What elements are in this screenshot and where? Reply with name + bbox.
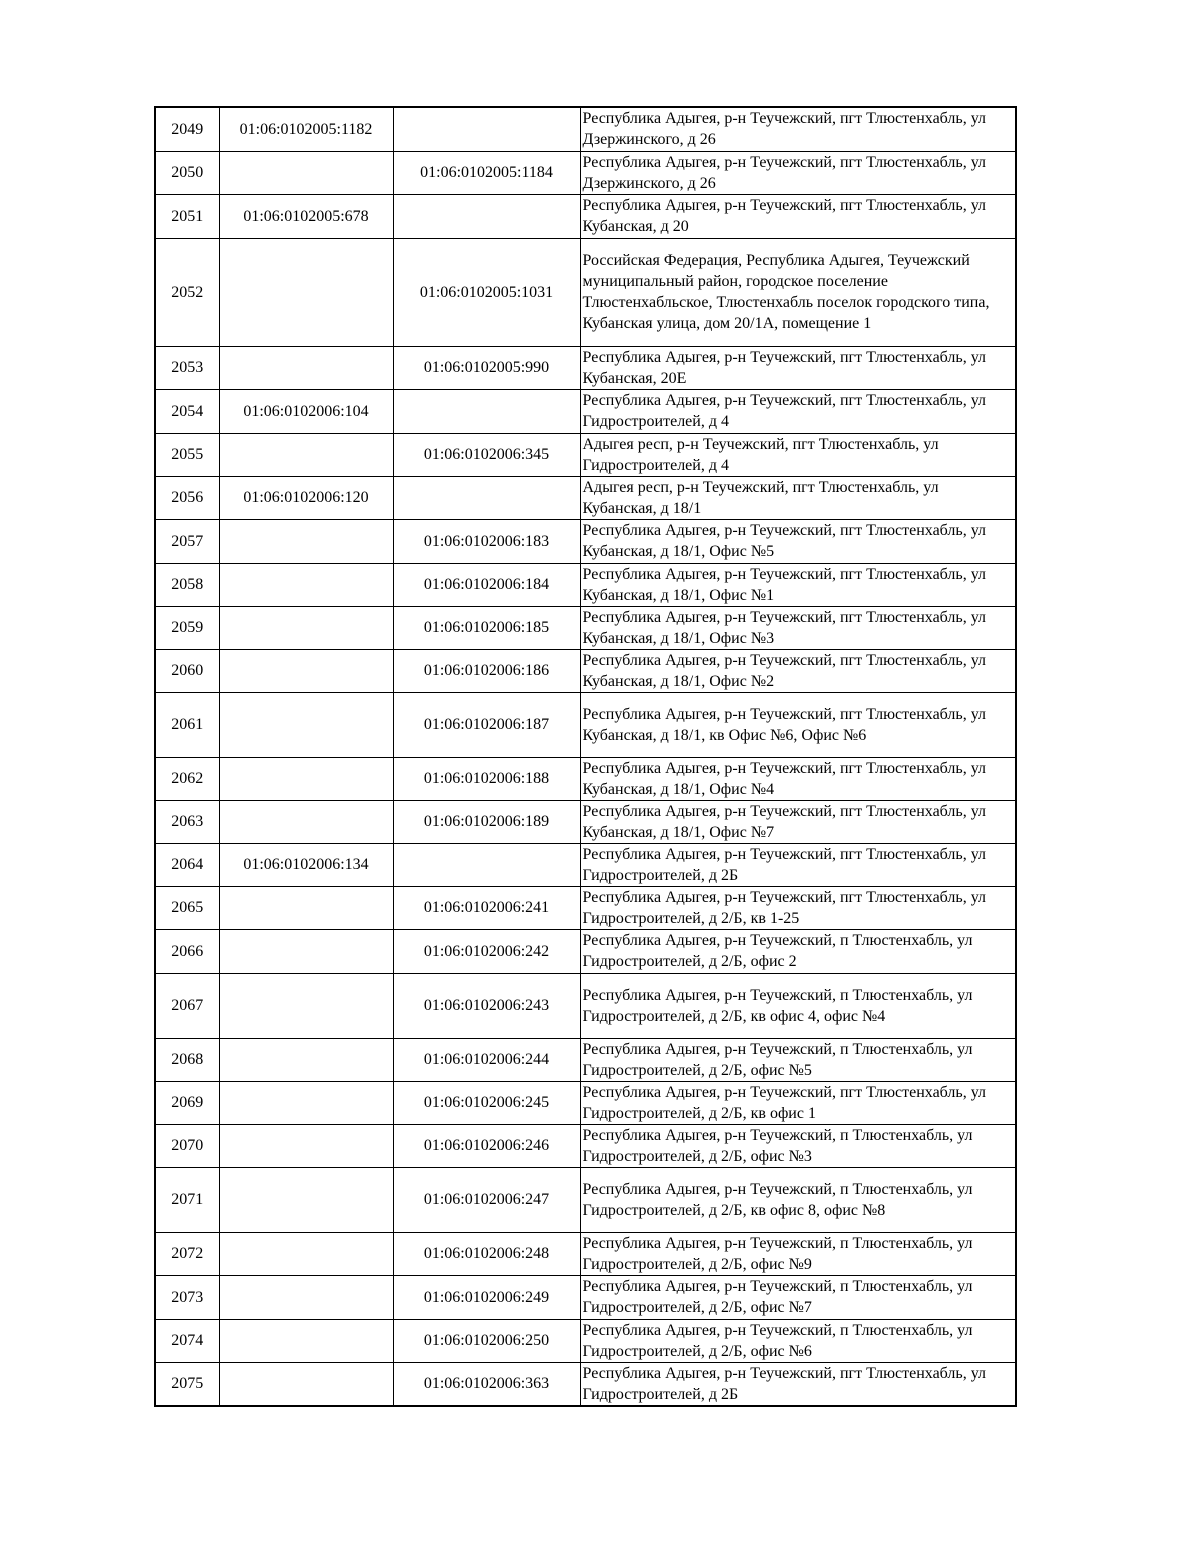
address-cell: Республика Адыгея, р-н Теучежский, п Тлюстенхабль, ул Гидростроителей, д 2/Б, офис №3 xyxy=(580,1124,1016,1167)
object-cadastral-number-cell: 01:06:0102006:183 xyxy=(393,519,580,563)
object-cadastral-number-cell: 01:06:0102006:363 xyxy=(393,1362,580,1406)
object-cadastral-number-cell: 01:06:0102006:242 xyxy=(393,929,580,973)
address-cell: Республика Адыгея, р-н Теучежский, п Тлюстенхабль, ул Гидростроителей, д 2/Б, офис №7 xyxy=(580,1275,1016,1319)
row-number-cell: 2054 xyxy=(155,389,219,433)
object-cadastral-number-cell: 01:06:0102006:189 xyxy=(393,800,580,843)
address-cell: Республика Адыгея, р-н Теучежский, пгт Тлюстенхабль, ул Кубанская, д 20 xyxy=(580,194,1016,238)
row-number-cell: 2073 xyxy=(155,1275,219,1319)
address-cell: Республика Адыгея, р-н Теучежский, пгт Тлюстенхабль, ул Кубанская, д 18/1, Офис №5 xyxy=(580,519,1016,563)
table-row xyxy=(155,519,1016,563)
parcel-cadastral-number-cell xyxy=(219,606,393,649)
parcel-cadastral-number-cell xyxy=(219,757,393,800)
table-row xyxy=(155,886,1016,929)
object-cadastral-number-cell: 01:06:0102006:241 xyxy=(393,886,580,929)
table-row xyxy=(155,1319,1016,1362)
table-row xyxy=(155,1167,1016,1232)
parcel-cadastral-number-cell xyxy=(219,1167,393,1232)
address-cell: Республика Адыгея, р-н Теучежский, п Тлюстенхабль, ул Гидростроителей, д 2/Б, офис 2 xyxy=(580,929,1016,973)
parcel-cadastral-number-cell xyxy=(219,519,393,563)
row-number-cell: 2059 xyxy=(155,606,219,649)
address-cell: Республика Адыгея, р-н Теучежский, п Тлюстенхабль, ул Гидростроителей, д 2/Б, кв офис 4, офис №4 xyxy=(580,973,1016,1038)
registry-table-body xyxy=(155,107,1016,1406)
object-cadastral-number-cell: 01:06:0102006:186 xyxy=(393,649,580,692)
parcel-cadastral-number-cell xyxy=(219,973,393,1038)
table-row xyxy=(155,649,1016,692)
parcel-cadastral-number-cell xyxy=(219,1232,393,1275)
address-cell: Республика Адыгея, р-н Теучежский, пгт Тлюстенхабль, ул Гидростроителей, д 4 xyxy=(580,389,1016,433)
object-cadastral-number-cell: 01:06:0102006:187 xyxy=(393,692,580,757)
table-row xyxy=(155,1275,1016,1319)
object-cadastral-number-cell: 01:06:0102006:249 xyxy=(393,1275,580,1319)
table-row xyxy=(155,389,1016,433)
property-registry-table xyxy=(154,106,1017,1407)
object-cadastral-number-cell: 01:06:0102006:244 xyxy=(393,1038,580,1081)
row-number-cell: 2072 xyxy=(155,1232,219,1275)
row-number-cell: 2056 xyxy=(155,476,219,519)
object-cadastral-number-cell: 01:06:0102006:345 xyxy=(393,433,580,476)
table-row xyxy=(155,757,1016,800)
object-cadastral-number-cell: 01:06:0102005:1184 xyxy=(393,151,580,194)
address-cell: Республика Адыгея, р-н Теучежский, пгт Тлюстенхабль, ул Дзержинского, д 26 xyxy=(580,107,1016,151)
parcel-cadastral-number-cell: 01:06:0102005:678 xyxy=(219,194,393,238)
address-cell: Республика Адыгея, р-н Теучежский, пгт Тлюстенхабль, ул Кубанская, д 18/1, Офис №1 xyxy=(580,563,1016,606)
table-row xyxy=(155,1081,1016,1124)
object-cadastral-number-cell: 01:06:0102006:245 xyxy=(393,1081,580,1124)
object-cadastral-number-cell: 01:06:0102006:184 xyxy=(393,563,580,606)
address-cell: Республика Адыгея, р-н Теучежский, пгт Тлюстенхабль, ул Кубанская, д 18/1, Офис №2 xyxy=(580,649,1016,692)
table-row xyxy=(155,973,1016,1038)
address-cell: Адыгея респ, р-н Теучежский, пгт Тлюстенхабль, ул Кубанская, д 18/1 xyxy=(580,476,1016,519)
address-cell: Республика Адыгея, р-н Теучежский, пгт Тлюстенхабль, ул Гидростроителей, д 2/Б, кв 1-25 xyxy=(580,886,1016,929)
address-cell: Республика Адыгея, р-н Теучежский, п Тлюстенхабль, ул Гидростроителей, д 2/Б, офис №6 xyxy=(580,1319,1016,1362)
table-row xyxy=(155,800,1016,843)
parcel-cadastral-number-cell xyxy=(219,649,393,692)
row-number-cell: 2066 xyxy=(155,929,219,973)
parcel-cadastral-number-cell xyxy=(219,929,393,973)
table-row xyxy=(155,194,1016,238)
address-cell: Республика Адыгея, р-н Теучежский, пгт Тлюстенхабль, ул Кубанская, д 18/1, кв Офис №6, Офис №6 xyxy=(580,692,1016,757)
object-cadastral-number-cell: 01:06:0102005:1031 xyxy=(393,238,580,346)
row-number-cell: 2069 xyxy=(155,1081,219,1124)
row-number-cell: 2052 xyxy=(155,238,219,346)
table-row xyxy=(155,476,1016,519)
parcel-cadastral-number-cell xyxy=(219,800,393,843)
row-number-cell: 2070 xyxy=(155,1124,219,1167)
row-number-cell: 2061 xyxy=(155,692,219,757)
row-number-cell: 2067 xyxy=(155,973,219,1038)
parcel-cadastral-number-cell xyxy=(219,886,393,929)
object-cadastral-number-cell xyxy=(393,843,580,886)
object-cadastral-number-cell: 01:06:0102005:990 xyxy=(393,346,580,389)
parcel-cadastral-number-cell xyxy=(219,692,393,757)
parcel-cadastral-number-cell: 01:06:0102006:120 xyxy=(219,476,393,519)
address-cell: Адыгея респ, р-н Теучежский, пгт Тлюстенхабль, ул Гидростроителей, д 4 xyxy=(580,433,1016,476)
parcel-cadastral-number-cell: 01:06:0102006:104 xyxy=(219,389,393,433)
table-row xyxy=(155,346,1016,389)
address-cell: Республика Адыгея, р-н Теучежский, п Тлюстенхабль, ул Гидростроителей, д 2/Б, офис №5 xyxy=(580,1038,1016,1081)
parcel-cadastral-number-cell: 01:06:0102006:134 xyxy=(219,843,393,886)
row-number-cell: 2064 xyxy=(155,843,219,886)
table-row xyxy=(155,606,1016,649)
table-row xyxy=(155,563,1016,606)
row-number-cell: 2050 xyxy=(155,151,219,194)
address-cell: Республика Адыгея, р-н Теучежский, пгт Тлюстенхабль, ул Кубанская, д 18/1, Офис №7 xyxy=(580,800,1016,843)
parcel-cadastral-number-cell xyxy=(219,1124,393,1167)
object-cadastral-number-cell: 01:06:0102006:243 xyxy=(393,973,580,1038)
parcel-cadastral-number-cell xyxy=(219,1362,393,1406)
table-row xyxy=(155,929,1016,973)
table-row xyxy=(155,433,1016,476)
table-row xyxy=(155,1038,1016,1081)
address-cell: Республика Адыгея, р-н Теучежский, пгт Тлюстенхабль, ул Гидростроителей, д 2/Б, кв офис 1 xyxy=(580,1081,1016,1124)
parcel-cadastral-number-cell xyxy=(219,238,393,346)
row-number-cell: 2074 xyxy=(155,1319,219,1362)
parcel-cadastral-number-cell xyxy=(219,1038,393,1081)
table-row xyxy=(155,1124,1016,1167)
address-cell: Республика Адыгея, р-н Теучежский, п Тлюстенхабль, ул Гидростроителей, д 2/Б, офис №9 xyxy=(580,1232,1016,1275)
row-number-cell: 2051 xyxy=(155,194,219,238)
object-cadastral-number-cell: 01:06:0102006:248 xyxy=(393,1232,580,1275)
parcel-cadastral-number-cell xyxy=(219,1319,393,1362)
row-number-cell: 2068 xyxy=(155,1038,219,1081)
table-row xyxy=(155,843,1016,886)
object-cadastral-number-cell: 01:06:0102006:247 xyxy=(393,1167,580,1232)
parcel-cadastral-number-cell xyxy=(219,346,393,389)
object-cadastral-number-cell xyxy=(393,194,580,238)
parcel-cadastral-number-cell xyxy=(219,563,393,606)
parcel-cadastral-number-cell xyxy=(219,1081,393,1124)
address-cell: Республика Адыгея, р-н Теучежский, п Тлюстенхабль, ул Гидростроителей, д 2/Б, кв офис 8, офис №8 xyxy=(580,1167,1016,1232)
row-number-cell: 2049 xyxy=(155,107,219,151)
address-cell: Российская Федерация, Республика Адыгея, Теучежский муниципальный район, городское поселение Тлюстенхабльское, Тлюстенхабль поселок городского типа, Кубанская улица, дом 20/1А, помещение 1 xyxy=(580,238,1016,346)
row-number-cell: 2071 xyxy=(155,1167,219,1232)
address-cell: Республика Адыгея, р-н Теучежский, пгт Тлюстенхабль, ул Дзержинского, д 26 xyxy=(580,151,1016,194)
address-cell: Республика Адыгея, р-н Теучежский, пгт Тлюстенхабль, ул Кубанская, д 18/1, Офис №3 xyxy=(580,606,1016,649)
row-number-cell: 2075 xyxy=(155,1362,219,1406)
table-row xyxy=(155,107,1016,151)
address-cell: Республика Адыгея, р-н Теучежский, пгт Тлюстенхабль, ул Кубанская, 20Е xyxy=(580,346,1016,389)
row-number-cell: 2055 xyxy=(155,433,219,476)
object-cadastral-number-cell xyxy=(393,107,580,151)
row-number-cell: 2062 xyxy=(155,757,219,800)
address-cell: Республика Адыгея, р-н Теучежский, пгт Тлюстенхабль, ул Гидростроителей, д 2Б xyxy=(580,843,1016,886)
object-cadastral-number-cell xyxy=(393,389,580,433)
table-row xyxy=(155,151,1016,194)
parcel-cadastral-number-cell xyxy=(219,1275,393,1319)
row-number-cell: 2058 xyxy=(155,563,219,606)
table-row xyxy=(155,238,1016,346)
row-number-cell: 2063 xyxy=(155,800,219,843)
row-number-cell: 2065 xyxy=(155,886,219,929)
table-row xyxy=(155,1232,1016,1275)
object-cadastral-number-cell: 01:06:0102006:188 xyxy=(393,757,580,800)
table-row xyxy=(155,692,1016,757)
address-cell: Республика Адыгея, р-н Теучежский, пгт Тлюстенхабль, ул Гидростроителей, д 2Б xyxy=(580,1362,1016,1406)
address-cell: Республика Адыгея, р-н Теучежский, пгт Тлюстенхабль, ул Кубанская, д 18/1, Офис №4 xyxy=(580,757,1016,800)
row-number-cell: 2053 xyxy=(155,346,219,389)
parcel-cadastral-number-cell: 01:06:0102005:1182 xyxy=(219,107,393,151)
parcel-cadastral-number-cell xyxy=(219,433,393,476)
table-row xyxy=(155,1362,1016,1406)
row-number-cell: 2057 xyxy=(155,519,219,563)
object-cadastral-number-cell xyxy=(393,476,580,519)
object-cadastral-number-cell: 01:06:0102006:246 xyxy=(393,1124,580,1167)
object-cadastral-number-cell: 01:06:0102006:250 xyxy=(393,1319,580,1362)
object-cadastral-number-cell: 01:06:0102006:185 xyxy=(393,606,580,649)
parcel-cadastral-number-cell xyxy=(219,151,393,194)
row-number-cell: 2060 xyxy=(155,649,219,692)
